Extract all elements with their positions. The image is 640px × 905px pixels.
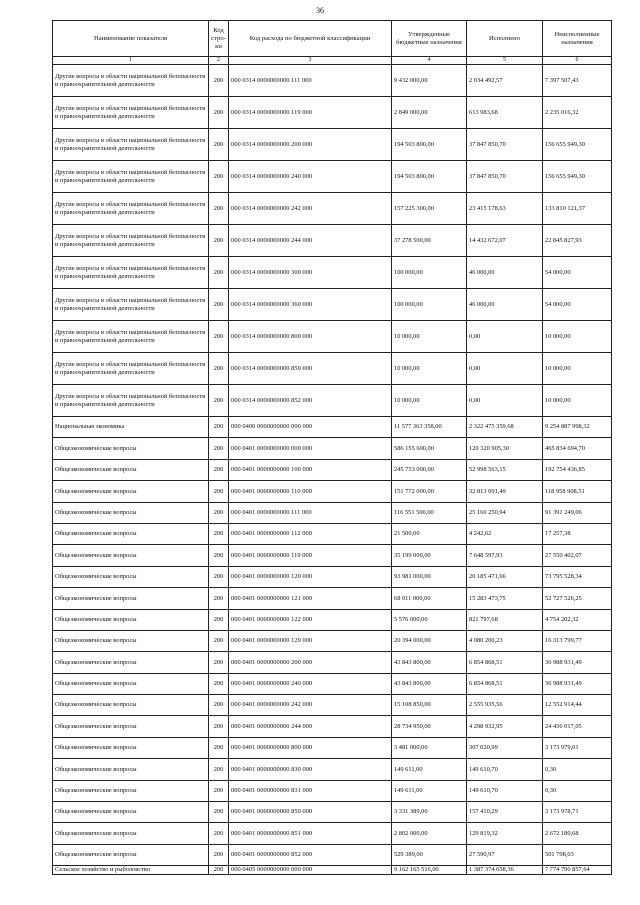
column-number: 4 bbox=[392, 57, 467, 65]
row-unexecuted-amount: 52 727 526,25 bbox=[543, 588, 612, 609]
table-row bbox=[53, 193, 612, 225]
row-unexecuted-amount: 133 810 121,37 bbox=[543, 193, 612, 225]
column-number: 5 bbox=[467, 57, 543, 65]
row-budget-code: 000 0401 0000000000 129 000 bbox=[229, 630, 392, 651]
row-unexecuted-amount: 7 397 507,43 bbox=[543, 65, 612, 97]
column-number: 6 bbox=[543, 57, 612, 65]
row-unexecuted-amount: 3 173 978,71 bbox=[543, 802, 612, 823]
row-executed-amount: 157 410,29 bbox=[467, 802, 543, 823]
header-executed: Исполнено bbox=[467, 21, 543, 57]
row-approved-amount: 529 389,00 bbox=[392, 844, 467, 865]
row-line-code: 200 bbox=[209, 385, 229, 417]
row-approved-amount: 245 753 000,00 bbox=[392, 459, 467, 480]
row-approved-amount: 3 481 000,00 bbox=[392, 737, 467, 758]
row-line-code: 200 bbox=[209, 502, 229, 523]
row-approved-amount: 586 155 600,00 bbox=[392, 438, 467, 459]
column-number: 2 bbox=[209, 57, 229, 65]
row-indicator-name: Общеэкономические вопросы bbox=[53, 481, 209, 502]
row-budget-code: 000 0314 0000000000 360 000 bbox=[229, 289, 392, 321]
row-executed-amount: 120 320 905,30 bbox=[467, 438, 543, 459]
table-row bbox=[53, 225, 612, 257]
row-indicator-name: Общеэкономические вопросы bbox=[53, 823, 209, 844]
row-executed-amount: 307 020,99 bbox=[467, 737, 543, 758]
row-approved-amount: 21 500,00 bbox=[392, 523, 467, 544]
table-row bbox=[53, 65, 612, 97]
row-line-code: 200 bbox=[209, 129, 229, 161]
row-indicator-name: Общеэкономические вопросы bbox=[53, 609, 209, 630]
table-row bbox=[53, 588, 612, 609]
row-indicator-name: Другие вопросы в области национальной безопасности и правоохранительной деятельности bbox=[53, 161, 209, 193]
row-unexecuted-amount: 73 795 528,34 bbox=[543, 566, 612, 587]
row-indicator-name: Другие вопросы в области национальной безопасности и правоохранительной деятельности bbox=[53, 385, 209, 417]
row-approved-amount: 151 772 000,00 bbox=[392, 481, 467, 502]
row-indicator-name: Другие вопросы в области национальной безопасности и правоохранительной деятельности bbox=[53, 193, 209, 225]
table-row bbox=[53, 695, 612, 716]
table-row bbox=[53, 321, 612, 353]
row-approved-amount: 10 000,00 bbox=[392, 353, 467, 385]
row-line-code: 200 bbox=[209, 438, 229, 459]
row-indicator-name: Общеэкономические вопросы bbox=[53, 652, 209, 673]
row-unexecuted-amount: 192 754 436,85 bbox=[543, 459, 612, 480]
row-executed-amount: 15 283 473,75 bbox=[467, 588, 543, 609]
table-row bbox=[53, 780, 612, 801]
row-line-code: 200 bbox=[209, 716, 229, 737]
row-budget-code: 000 0400 0000000000 000 000 bbox=[229, 417, 392, 438]
row-budget-code: 000 0314 0000000000 300 000 bbox=[229, 257, 392, 289]
row-budget-code: 000 0401 0000000000 200 000 bbox=[229, 652, 392, 673]
row-approved-amount: 2 802 000,00 bbox=[392, 823, 467, 844]
row-unexecuted-amount: 9 254 887 998,32 bbox=[543, 417, 612, 438]
row-line-code: 200 bbox=[209, 695, 229, 716]
row-approved-amount: 11 577 363 358,00 bbox=[392, 417, 467, 438]
table-row bbox=[53, 257, 612, 289]
budget-execution-table bbox=[52, 20, 612, 875]
table-row bbox=[53, 545, 612, 566]
row-indicator-name: Общеэкономические вопросы bbox=[53, 502, 209, 523]
row-budget-code: 000 0314 0000000000 240 000 bbox=[229, 161, 392, 193]
row-approved-amount: 93 981 000,00 bbox=[392, 566, 467, 587]
row-indicator-name: Национальная экономика bbox=[53, 417, 209, 438]
row-line-code: 200 bbox=[209, 844, 229, 865]
row-executed-amount: 46 000,00 bbox=[467, 257, 543, 289]
row-unexecuted-amount: 2 235 016,32 bbox=[543, 97, 612, 129]
row-line-code: 200 bbox=[209, 737, 229, 758]
row-indicator-name: Общеэкономические вопросы bbox=[53, 780, 209, 801]
table-row bbox=[53, 609, 612, 630]
column-number: 1 bbox=[53, 57, 209, 65]
row-indicator-name: Другие вопросы в области национальной безопасности и правоохранительной деятельности bbox=[53, 289, 209, 321]
row-budget-code: 000 0405 0000000000 000 000 bbox=[229, 866, 392, 875]
row-line-code: 200 bbox=[209, 866, 229, 875]
row-line-code: 200 bbox=[209, 823, 229, 844]
row-budget-code: 000 0401 0000000000 240 000 bbox=[229, 673, 392, 694]
header-unexecuted: Неисполненные назначения bbox=[543, 21, 612, 57]
table-row bbox=[53, 673, 612, 694]
page-number: 36 bbox=[316, 6, 324, 15]
row-unexecuted-amount: 3 173 979,01 bbox=[543, 737, 612, 758]
table-row bbox=[53, 129, 612, 161]
row-budget-code: 000 0401 0000000000 831 000 bbox=[229, 780, 392, 801]
row-budget-code: 000 0401 0000000000 830 000 bbox=[229, 759, 392, 780]
row-unexecuted-amount: 10 000,00 bbox=[543, 385, 612, 417]
row-budget-code: 000 0401 0000000000 100 000 bbox=[229, 459, 392, 480]
row-unexecuted-amount: 36 988 931,49 bbox=[543, 652, 612, 673]
row-executed-amount: 1 387 374 658,36 bbox=[467, 866, 543, 875]
row-executed-amount: 52 998 563,15 bbox=[467, 459, 543, 480]
row-budget-code: 000 0314 0000000000 244 000 bbox=[229, 225, 392, 257]
row-budget-code: 000 0401 0000000000 800 000 bbox=[229, 737, 392, 758]
table-row bbox=[53, 97, 612, 129]
column-number: 3 bbox=[229, 57, 392, 65]
table-row bbox=[53, 289, 612, 321]
row-unexecuted-amount: 10 000,00 bbox=[543, 353, 612, 385]
row-indicator-name: Другие вопросы в области национальной безопасности и правоохранительной деятельности bbox=[53, 129, 209, 161]
table-row bbox=[53, 523, 612, 544]
row-line-code: 200 bbox=[209, 566, 229, 587]
row-unexecuted-amount: 36 988 931,49 bbox=[543, 673, 612, 694]
row-executed-amount: 27 590,97 bbox=[467, 844, 543, 865]
row-line-code: 200 bbox=[209, 673, 229, 694]
row-budget-code: 000 0401 0000000000 110 000 bbox=[229, 481, 392, 502]
row-unexecuted-amount: 54 000,00 bbox=[543, 257, 612, 289]
row-unexecuted-amount: 24 436 017,05 bbox=[543, 716, 612, 737]
row-unexecuted-amount: 465 834 694,70 bbox=[543, 438, 612, 459]
row-budget-code: 000 0401 0000000000 112 000 bbox=[229, 523, 392, 544]
row-approved-amount: 3 331 389,00 bbox=[392, 802, 467, 823]
row-unexecuted-amount: 0,30 bbox=[543, 780, 612, 801]
row-line-code: 200 bbox=[209, 257, 229, 289]
row-unexecuted-amount: 2 672 180,68 bbox=[543, 823, 612, 844]
row-indicator-name: Другие вопросы в области национальной безопасности и правоохранительной деятельности bbox=[53, 257, 209, 289]
row-executed-amount: 821 797,68 bbox=[467, 609, 543, 630]
row-executed-amount: 2 034 492,57 bbox=[467, 65, 543, 97]
table-row bbox=[53, 844, 612, 865]
row-budget-code: 000 0314 0000000000 119 000 bbox=[229, 97, 392, 129]
row-approved-amount: 100 000,00 bbox=[392, 257, 467, 289]
row-line-code: 200 bbox=[209, 353, 229, 385]
row-executed-amount: 6 854 868,51 bbox=[467, 652, 543, 673]
table-row bbox=[53, 438, 612, 459]
row-budget-code: 000 0401 0000000000 851 000 bbox=[229, 823, 392, 844]
row-budget-code: 000 0401 0000000000 852 000 bbox=[229, 844, 392, 865]
table-row bbox=[53, 716, 612, 737]
row-budget-code: 000 0314 0000000000 242 000 bbox=[229, 193, 392, 225]
row-budget-code: 000 0401 0000000000 244 000 bbox=[229, 716, 392, 737]
row-executed-amount: 23 415 178,63 bbox=[467, 193, 543, 225]
table-row bbox=[53, 759, 612, 780]
row-approved-amount: 5 576 000,00 bbox=[392, 609, 467, 630]
row-approved-amount: 43 843 800,00 bbox=[392, 673, 467, 694]
row-line-code: 200 bbox=[209, 652, 229, 673]
row-budget-code: 000 0401 0000000000 122 000 bbox=[229, 609, 392, 630]
row-budget-code: 000 0401 0000000000 120 000 bbox=[229, 566, 392, 587]
row-executed-amount: 37 847 850,70 bbox=[467, 129, 543, 161]
row-line-code: 200 bbox=[209, 523, 229, 544]
row-executed-amount: 2 322 475 359,68 bbox=[467, 417, 543, 438]
row-line-code: 200 bbox=[209, 225, 229, 257]
table-row bbox=[53, 630, 612, 651]
table-row bbox=[53, 737, 612, 758]
row-executed-amount: 7 648 597,93 bbox=[467, 545, 543, 566]
row-executed-amount: 613 983,68 bbox=[467, 97, 543, 129]
row-approved-amount: 43 843 800,00 bbox=[392, 652, 467, 673]
row-budget-code: 000 0401 0000000000 850 000 bbox=[229, 802, 392, 823]
row-indicator-name: Другие вопросы в области национальной безопасности и правоохранительной деятельности bbox=[53, 65, 209, 97]
row-approved-amount: 157 225 300,00 bbox=[392, 193, 467, 225]
row-budget-code: 000 0314 0000000000 852 000 bbox=[229, 385, 392, 417]
row-executed-amount: 37 847 850,70 bbox=[467, 161, 543, 193]
row-executed-amount: 0,00 bbox=[467, 321, 543, 353]
row-approved-amount: 15 108 850,00 bbox=[392, 695, 467, 716]
row-unexecuted-amount: 91 391 249,06 bbox=[543, 502, 612, 523]
row-budget-code: 000 0314 0000000000 200 000 bbox=[229, 129, 392, 161]
row-approved-amount: 116 551 500,00 bbox=[392, 502, 467, 523]
row-line-code: 200 bbox=[209, 545, 229, 566]
row-indicator-name: Общеэкономические вопросы bbox=[53, 545, 209, 566]
row-indicator-name: Сельское хозяйство и рыболовство bbox=[53, 866, 209, 875]
row-executed-amount: 0,00 bbox=[467, 385, 543, 417]
row-line-code: 200 bbox=[209, 417, 229, 438]
row-indicator-name: Общеэкономические вопросы bbox=[53, 802, 209, 823]
row-line-code: 200 bbox=[209, 459, 229, 480]
row-approved-amount: 68 011 000,00 bbox=[392, 588, 467, 609]
row-approved-amount: 2 849 000,00 bbox=[392, 97, 467, 129]
row-unexecuted-amount: 12 552 914,44 bbox=[543, 695, 612, 716]
row-line-code: 200 bbox=[209, 802, 229, 823]
row-unexecuted-amount: 7 774 790 857,64 bbox=[543, 866, 612, 875]
row-indicator-name: Общеэкономические вопросы bbox=[53, 844, 209, 865]
table-row bbox=[53, 823, 612, 844]
table-row bbox=[53, 652, 612, 673]
row-line-code: 200 bbox=[209, 321, 229, 353]
row-indicator-name: Общеэкономические вопросы bbox=[53, 759, 209, 780]
table-row bbox=[53, 481, 612, 502]
row-executed-amount: 2 555 935,56 bbox=[467, 695, 543, 716]
row-executed-amount: 46 000,00 bbox=[467, 289, 543, 321]
row-unexecuted-amount: 156 655 949,30 bbox=[543, 161, 612, 193]
row-indicator-name: Общеэкономические вопросы bbox=[53, 716, 209, 737]
row-approved-amount: 28 734 950,00 bbox=[392, 716, 467, 737]
row-indicator-name: Общеэкономические вопросы bbox=[53, 523, 209, 544]
row-executed-amount: 20 185 471,66 bbox=[467, 566, 543, 587]
row-approved-amount: 10 000,00 bbox=[392, 321, 467, 353]
row-indicator-name: Общеэкономические вопросы bbox=[53, 695, 209, 716]
row-budget-code: 000 0401 0000000000 121 000 bbox=[229, 588, 392, 609]
row-executed-amount: 149 610,70 bbox=[467, 780, 543, 801]
table-row bbox=[53, 866, 612, 875]
table-row bbox=[53, 353, 612, 385]
table-row bbox=[53, 385, 612, 417]
row-line-code: 200 bbox=[209, 193, 229, 225]
header-indicator-name: Наименование показателя bbox=[53, 21, 209, 57]
row-budget-code: 000 0314 0000000000 111 000 bbox=[229, 65, 392, 97]
row-unexecuted-amount: 27 550 402,07 bbox=[543, 545, 612, 566]
row-line-code: 200 bbox=[209, 97, 229, 129]
row-line-code: 200 bbox=[209, 481, 229, 502]
row-approved-amount: 149 611,00 bbox=[392, 780, 467, 801]
row-unexecuted-amount: 118 958 908,51 bbox=[543, 481, 612, 502]
row-approved-amount: 9 432 000,00 bbox=[392, 65, 467, 97]
row-executed-amount: 0,00 bbox=[467, 353, 543, 385]
row-unexecuted-amount: 16 313 799,77 bbox=[543, 630, 612, 651]
row-indicator-name: Общеэкономические вопросы bbox=[53, 438, 209, 459]
row-unexecuted-amount: 54 000,00 bbox=[543, 289, 612, 321]
row-unexecuted-amount: 156 655 949,30 bbox=[543, 129, 612, 161]
row-budget-code: 000 0401 0000000000 119 000 bbox=[229, 545, 392, 566]
row-approved-amount: 194 503 800,00 bbox=[392, 161, 467, 193]
row-indicator-name: Другие вопросы в области национальной безопасности и правоохранительной деятельности bbox=[53, 97, 209, 129]
row-line-code: 200 bbox=[209, 609, 229, 630]
row-executed-amount: 6 854 868,51 bbox=[467, 673, 543, 694]
row-unexecuted-amount: 501 798,03 bbox=[543, 844, 612, 865]
row-approved-amount: 20 394 000,00 bbox=[392, 630, 467, 651]
row-unexecuted-amount: 22 845 827,93 bbox=[543, 225, 612, 257]
row-indicator-name: Другие вопросы в области национальной безопасности и правоохранительной деятельности bbox=[53, 321, 209, 353]
row-executed-amount: 4 298 932,95 bbox=[467, 716, 543, 737]
row-unexecuted-amount: 17 257,38 bbox=[543, 523, 612, 544]
row-executed-amount: 4 242,62 bbox=[467, 523, 543, 544]
row-budget-code: 000 0401 0000000000 000 000 bbox=[229, 438, 392, 459]
row-approved-amount: 9 162 165 516,00 bbox=[392, 866, 467, 875]
row-approved-amount: 149 611,00 bbox=[392, 759, 467, 780]
row-approved-amount: 37 278 500,00 bbox=[392, 225, 467, 257]
row-budget-code: 000 0401 0000000000 242 000 bbox=[229, 695, 392, 716]
row-executed-amount: 149 610,70 bbox=[467, 759, 543, 780]
row-line-code: 200 bbox=[209, 780, 229, 801]
table-row bbox=[53, 502, 612, 523]
table-body bbox=[53, 65, 612, 875]
table-row bbox=[53, 417, 612, 438]
row-line-code: 200 bbox=[209, 759, 229, 780]
table-row bbox=[53, 802, 612, 823]
row-indicator-name: Общеэкономические вопросы bbox=[53, 588, 209, 609]
row-approved-amount: 100 000,00 bbox=[392, 289, 467, 321]
row-approved-amount: 194 503 800,00 bbox=[392, 129, 467, 161]
row-line-code: 200 bbox=[209, 630, 229, 651]
row-line-code: 200 bbox=[209, 289, 229, 321]
row-unexecuted-amount: 10 000,00 bbox=[543, 321, 612, 353]
row-executed-amount: 129 819,32 bbox=[467, 823, 543, 844]
row-line-code: 200 bbox=[209, 588, 229, 609]
row-indicator-name: Общеэкономические вопросы bbox=[53, 673, 209, 694]
row-indicator-name: Общеэкономические вопросы bbox=[53, 459, 209, 480]
row-executed-amount: 4 080 200,23 bbox=[467, 630, 543, 651]
row-executed-amount: 14 432 672,07 bbox=[467, 225, 543, 257]
row-unexecuted-amount: 4 754 202,32 bbox=[543, 609, 612, 630]
row-approved-amount: 10 000,00 bbox=[392, 385, 467, 417]
header-budget-classification-code: Код расхода по бюджетной классификации bbox=[229, 21, 392, 57]
table-row bbox=[53, 161, 612, 193]
row-budget-code: 000 0401 0000000000 111 000 bbox=[229, 502, 392, 523]
row-line-code: 200 bbox=[209, 65, 229, 97]
row-unexecuted-amount: 0,30 bbox=[543, 759, 612, 780]
row-indicator-name: Общеэкономические вопросы bbox=[53, 566, 209, 587]
row-executed-amount: 32 813 091,49 bbox=[467, 481, 543, 502]
row-indicator-name: Общеэкономические вопросы bbox=[53, 737, 209, 758]
row-budget-code: 000 0314 0000000000 800 000 bbox=[229, 321, 392, 353]
header-line-code: Код стро-ки bbox=[209, 21, 229, 57]
row-indicator-name: Другие вопросы в области национальной безопасности и правоохранительной деятельности bbox=[53, 353, 209, 385]
row-line-code: 200 bbox=[209, 161, 229, 193]
table-row bbox=[53, 459, 612, 480]
row-indicator-name: Общеэкономические вопросы bbox=[53, 630, 209, 651]
row-executed-amount: 25 160 250,94 bbox=[467, 502, 543, 523]
header-approved-budget: Утвержденные бюджетные назначения bbox=[392, 21, 467, 57]
row-indicator-name: Другие вопросы в области национальной безопасности и правоохранительной деятельности bbox=[53, 225, 209, 257]
table-row bbox=[53, 566, 612, 587]
row-approved-amount: 35 199 000,00 bbox=[392, 545, 467, 566]
row-budget-code: 000 0314 0000000000 850 000 bbox=[229, 353, 392, 385]
